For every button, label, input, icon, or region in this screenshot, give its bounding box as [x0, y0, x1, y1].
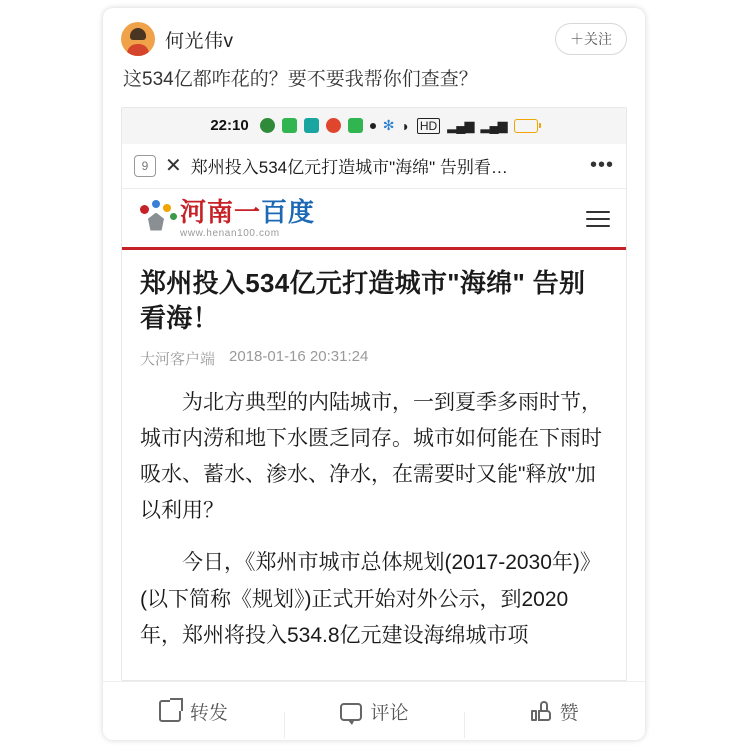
hamburger-icon[interactable] [586, 211, 610, 227]
article-meta [140, 348, 608, 369]
post-text: 这534亿都咋花的？要不要我帮你们查查？ [123, 69, 478, 90]
hd-icon: HD [417, 118, 440, 134]
action-bar [103, 681, 645, 740]
article-title: 郑州投入534亿元打造城市"海绵" 告别看海！ [140, 267, 586, 333]
tab-title[interactable]: 郑州投入534亿元打造城市"海绵" 告别看… [190, 158, 508, 177]
alarm-icon [326, 118, 341, 133]
logo-url: www.henan100.com [180, 227, 280, 239]
status-time: 22:10 [210, 117, 249, 134]
dot-icon [370, 123, 376, 129]
site-logo[interactable] [138, 196, 316, 239]
battery-icon [514, 119, 538, 133]
comment-button[interactable] [284, 698, 465, 725]
share-button[interactable] [103, 698, 284, 725]
article-body [140, 385, 608, 654]
more-dots-icon[interactable]: ••• [589, 154, 614, 176]
article [122, 250, 626, 680]
share-icon [159, 700, 181, 722]
site-header [122, 189, 626, 250]
browser-tab-bar [122, 144, 626, 189]
player-icon [348, 118, 363, 133]
close-icon[interactable]: ✕ [165, 154, 182, 177]
user-avatar[interactable] [121, 22, 155, 56]
logo-text-part1: 河南一 [180, 196, 262, 227]
chat-icon [260, 118, 275, 133]
tab-count-badge[interactable]: 9 [134, 155, 156, 177]
like-button[interactable] [464, 698, 645, 725]
article-source: 大河客户端 [140, 350, 216, 368]
logo-text [180, 196, 316, 227]
article-paragraph: 为北方典型的内陆城市，一到夏季多雨时节，城市内涝和地下水匮乏同存。城市如何能在下雨时吸水、蓄水、渗水、净水，在需要时又能"释放"加以利用？ [140, 390, 602, 523]
comment-icon [340, 703, 362, 721]
post-header [103, 8, 645, 62]
embedded-screenshot[interactable] [121, 107, 627, 682]
like-icon [531, 701, 551, 721]
comment-label: 评论 [370, 702, 409, 724]
logo-dots-icon [138, 199, 178, 233]
like-label: 赞 [559, 702, 579, 724]
article-paragraph: 今日，《郑州市城市总体规划(2017-2030年)》(以下简称《规划》)正式开始对外公示，到2020年，郑州将投入534.8亿元建设海绵城市项 [140, 551, 601, 647]
follow-button[interactable]: ＋关注 [555, 23, 627, 55]
camera-icon [282, 118, 297, 133]
status-bar [122, 108, 626, 144]
wifi-icon: ◗ [401, 117, 410, 134]
app-icon [304, 118, 319, 133]
share-label: 转发 [189, 702, 228, 724]
bluetooth-icon: ✻ [382, 117, 395, 133]
weibo-post-card [103, 8, 645, 740]
signal-icon-1: ▂▄▆ [447, 117, 474, 133]
logo-text-part2: 百度 [261, 196, 316, 227]
signal-icon-2: ▂▄▆ [480, 117, 507, 133]
author-name[interactable]: 何光伟v [165, 30, 234, 52]
article-date: 2018-01-16 20:31:24 [229, 347, 369, 365]
